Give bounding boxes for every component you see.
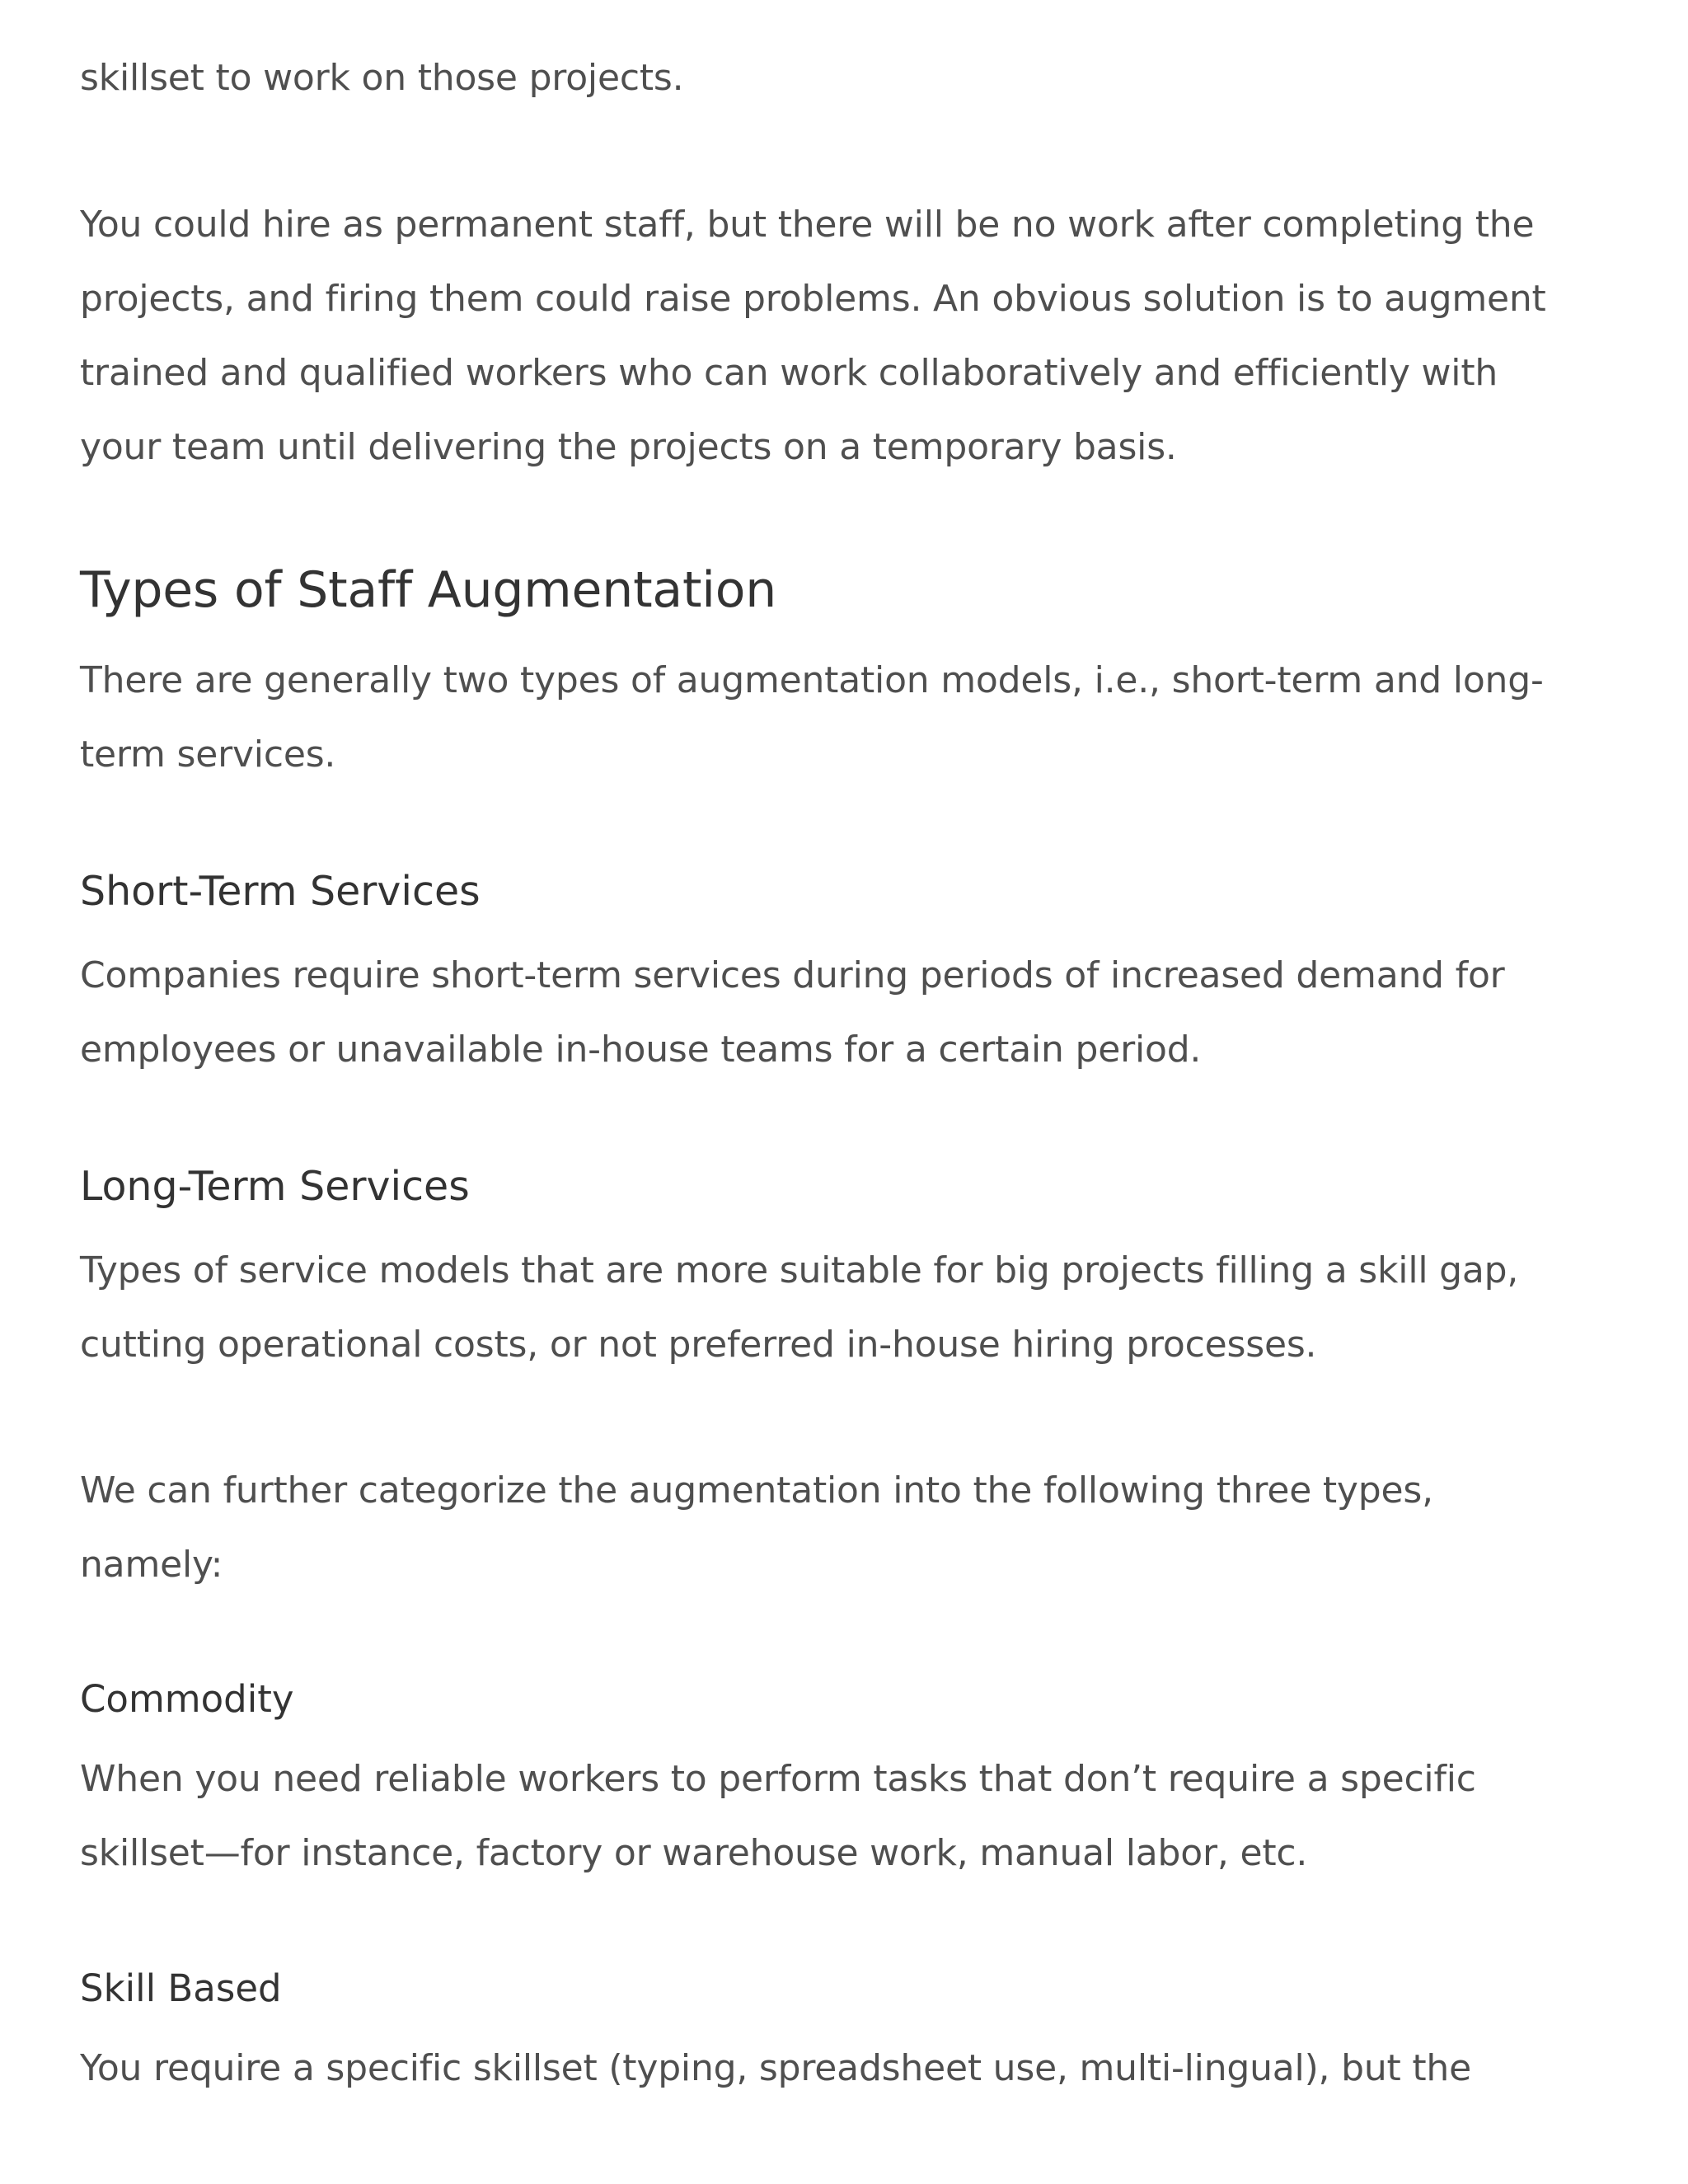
paragraph-line: your team until delivering the projects on a temporary basis. <box>80 426 1177 468</box>
paragraph-line: You require a specific skillset (typing, spreadsheet use, multi-lingual), but the <box>80 2047 1471 2089</box>
paragraph-line: namely: <box>80 1544 223 1586</box>
paragraph-line: You could hire as permanent staff, but there will be no work after completing the <box>80 204 1535 246</box>
paragraph-line: Companies require short-term services during periods of increased demand for <box>80 954 1505 996</box>
subheading-short-term: Short-Term Services <box>80 868 481 915</box>
subheading-skill-based: Skill Based <box>80 1966 282 2010</box>
subheading-long-term: Long-Term Services <box>80 1163 470 1210</box>
paragraph-line: trained and qualified workers who can work collaboratively and efficiently with <box>80 352 1498 394</box>
paragraph-line: There are generally two types of augmentation models, i.e., short-term and long- <box>80 659 1544 701</box>
paragraph-line: skillset to work on those projects. <box>80 57 684 99</box>
paragraph-line: projects, and firing them could raise problems. An obvious solution is to augment <box>80 278 1546 320</box>
paragraph-line: Types of service models that are more suitable for big projects filling a skill gap, <box>80 1249 1519 1291</box>
subheading-commodity: Commodity <box>80 1677 294 1721</box>
paragraph-line: When you need reliable workers to perform tasks that don’t require a specific <box>80 1758 1476 1800</box>
paragraph-line: cutting operational costs, or not preferred in-house hiring processes. <box>80 1324 1317 1366</box>
paragraph-line: We can further categorize the augmentation into the following three types, <box>80 1469 1433 1511</box>
section-heading-types: Types of Staff Augmentation <box>80 561 777 619</box>
paragraph-line: skillset—for instance, factory or warehouse work, manual labor, etc. <box>80 1832 1308 1874</box>
paragraph-line: term services. <box>80 733 336 776</box>
paragraph-line: employees or unavailable in-house teams for a certain period. <box>80 1029 1202 1071</box>
